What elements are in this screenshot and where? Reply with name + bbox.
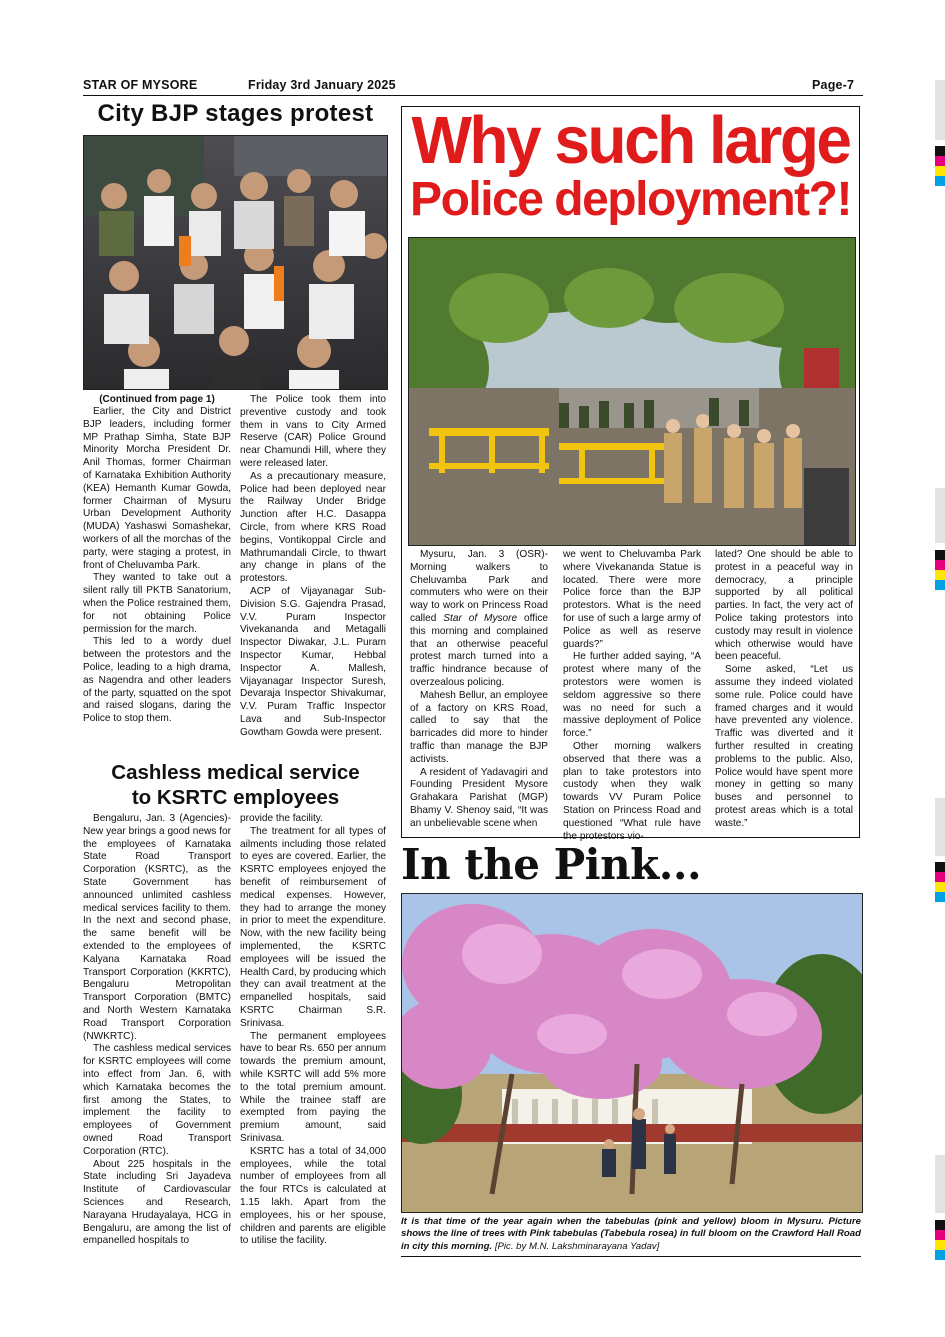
ksrtc-headline-line-2: to KSRTC employees: [131, 786, 340, 809]
header-rule: [83, 95, 863, 96]
cmyk-mark: [935, 1220, 945, 1260]
bjp-para: ACP of Vijayanagar Sub-Division S.G. Gajendra Prasad, V.V. Puram Inspector Vivekananda and Metagalli Inspector Diwakar, J.L. Puram Inspector Kumar, Hebbal Inspector A. Mallesh, Vijayanagar Inspector Suresh, Devaraja Inspector Shivakumar, V.V. Puram Traffic Inspector Lava and Sub-Inspector Gowtham Gowda were present.: [240, 585, 386, 738]
police-para: Other morning walkers observed that there was a plan to take protestors into custody when they walk towards VV Puram Police Station on Princess Road and questioned “What rule have the protestors vio-: [563, 740, 701, 842]
police-para: [410, 549, 548, 690]
ksrtc-para: The permanent employees have to bear Rs. 650 per annum towards the premium amount, while KSRTC will add 5% more to the total premium amount. While the trainee staff are exempted from paying the premium amount, said Srinivasa.: [240, 1030, 386, 1144]
bjp-para: As a precautionary measure, Police had been deployed near the Railway Under Bridge Junction after H.C. Dasappa Circle, from where KRS Road begins, Vontikoppal Circle and Mathrumandali Circle, to thwart any change in plans of the protestors.: [240, 470, 386, 585]
police-para: Some asked, “Let us assume they indeed violated some rule. Police could have framed charges and it would have prevented any violence. Traffic was diverted and it further resulted in creating problems to the public. Also, Police would have spent more money in getting so many buses and personnel to protest areas which is a total waste.”: [715, 664, 853, 829]
ksrtc-headline-line-1: Cashless medical service: [111, 761, 360, 784]
pink-caption-text: It is that time of the year again when the tabebulas (pink and yellow) bloom in Mysuru. Picture shows the line of trees with Pink tabebulas (Tabebula rosea) in full bloom on the Crawford Hall Road in city this morning.: [401, 1216, 861, 1252]
bjp-para: The Police took them into preventive custody and took them in vans to City Armed Reserve (CAR) Police Ground near Chamundi Hill, where they were released later.: [240, 394, 386, 469]
bjp-headline: City BJP stages protest: [97, 100, 374, 127]
cmyk-mark: [935, 862, 945, 902]
pink-caption: [401, 1216, 861, 1253]
ksrtc-para: The cashless medical services for KSRTC employees will come into effect from Jan. 6, with which Karnataka becomes the first among the States, to implement the facility to employees of Government owned Road Transport Corporation (RTC).: [83, 1043, 231, 1157]
police-para: lated? One should be able to protest in a peaceful way in democracy, a principle supported by all political parties. In fact, the very act of Police taking protestors into custody may result in violence which otherwise would have been peaceful.: [715, 549, 853, 663]
police-headline: [401, 102, 860, 226]
ksrtc-para: About 225 hospitals in the State including Sri Jayadeva Institute of Cardiovascular Sciences and Research, Narayana Hrudayalaya, HCG in Bengaluru, are among the list of empanelled hospitals to: [83, 1158, 231, 1247]
police-paper-name: Star of Mysore: [443, 612, 518, 624]
ksrtc-headline: [83, 760, 388, 810]
ksrtc-para: KSRTC has a total of 34,000 employees, while the total number of employees from all the four RTCs is calculated at 1.15 lakh. Apart from the employees, his or her spouse, children and parents are eligible to utilise the facility.: [240, 1145, 386, 1247]
police-para: He further added saying, “A protest where many of the protestors were women is seldom aggressive so there was no need for such a massive deployment of Police force.”: [563, 651, 701, 740]
police-lead-rest: office this morning and complained that an otherwise peaceful protest march turned into a traffic hindrance because of overzealous policing.: [410, 612, 548, 688]
police-column-1: [410, 549, 548, 831]
pink-tabebuia-photo: [401, 893, 863, 1213]
bjp-para: They wanted to take out a silent rally till PKTB Sanatorium, when the Police restrained them, for not obtaining Police permission for the march.: [83, 572, 231, 635]
paper-name: STAR OF MYSORE: [83, 78, 198, 92]
police-para: Mahesh Bellur, an employee of a factory on KRS Road, called to say that the barricades did more to hinder traffic than manage the BJP activists.: [410, 689, 548, 765]
margin-bar: [935, 80, 945, 140]
police-para: A resident of Yadavagiri and Founding President Mysore Grahakara Parishat (MGP) Bhamy V. Shenoy said, “It was an unbelievable scene when: [410, 766, 548, 829]
ksrtc-para: Bengaluru, Jan. 3 (Agencies)- New year brings a good news for the employees of Karnataka State Road Transport Corporation (KSRTC), as the State Government has announced unlimited cashless medical services facility to them. In the next and second phase, the same benefit will be extended to the employees of Kalyana Karnataka Road Transport Corporation (KKRTC), Bengaluru Metropolitan Transport Corporation (BMTC) and North Western Karnataka Road Transport Corporation (NWKRTC).: [83, 813, 231, 1042]
margin-bar: [935, 798, 945, 856]
police-headline-line-2: Police deployment?!: [410, 173, 851, 226]
police-column-3: [715, 549, 853, 831]
police-column-2: [563, 549, 701, 843]
pink-headline: In the Pink...: [401, 840, 702, 889]
bjp-para: Earlier, the City and District BJP leaders, including former MP Prathap Simha, State BJP Minority Morcha President Dr. Anil Thomas, former Chairman of Karnataka Exhibition Authority (KEA) Hemanth Kumar Gowda, former Chairman of Mysuru Urban Development Authority (MUDA) Yashaswi Somashekar, workers of all the morchas of the party, were staging a protest, in front of Cheluvamba Park.: [83, 406, 231, 571]
police-deployment-photo: [408, 237, 856, 546]
caption-rule: [401, 1256, 861, 1257]
bjp-column-2: [240, 394, 386, 740]
bjp-protest-photo: [83, 135, 388, 390]
ksrtc-para: The treatment for all types of ailments including those related to eyes are covered. Earlier, the KSRTC employees enjoyed the benefit of reimbursement of medical expenses. However, they had to arrange the money in prior to meet the expenditure. Now, with the new facility being implemented, the KSRTC employees will be issued the Health Card, by producing which they can avail treatment at the empanelled hospitals, said KSRTC Chairman S.R. Srinivasa.: [240, 825, 386, 1029]
pink-photo-credit: [Pic. by M.N. Lakshminarayana Yadav]: [494, 1240, 660, 1252]
police-headline-line-1: Why such large: [411, 102, 850, 178]
margin-bar: [935, 488, 945, 543]
cmyk-mark: [935, 550, 945, 590]
bjp-para: This led to a wordy duel between the protestors and the Police, leading to a high drama, as Nagendra and other leaders of the party, squatted on the spot and raised slogans, daring the Police to stop them.: [83, 636, 231, 725]
ksrtc-column-1: [83, 813, 231, 1248]
bjp-column-1: [83, 406, 231, 726]
police-lead-text: Mysuru, Jan. 3 (OSR)- Morning walkers to Cheluvamba Park and commuters who were on their way to work on Princess Road called: [410, 549, 548, 624]
cmyk-mark: [935, 146, 945, 186]
page-number: Page-7: [812, 78, 855, 92]
police-para: we went to Cheluvamba Park where Vivekananda Statue is located. There were more Police force than the BJP protestors. What is the need for use of such a large army of Police as well as reserve guards?”: [563, 549, 701, 650]
margin-bar: [935, 1155, 945, 1213]
ksrtc-column-2: [240, 813, 386, 1248]
ksrtc-para: provide the facility.: [240, 813, 323, 824]
bjp-continued-note: (Continued from page 1): [99, 394, 215, 405]
issue-date: Friday 3rd January 2025: [248, 78, 396, 92]
